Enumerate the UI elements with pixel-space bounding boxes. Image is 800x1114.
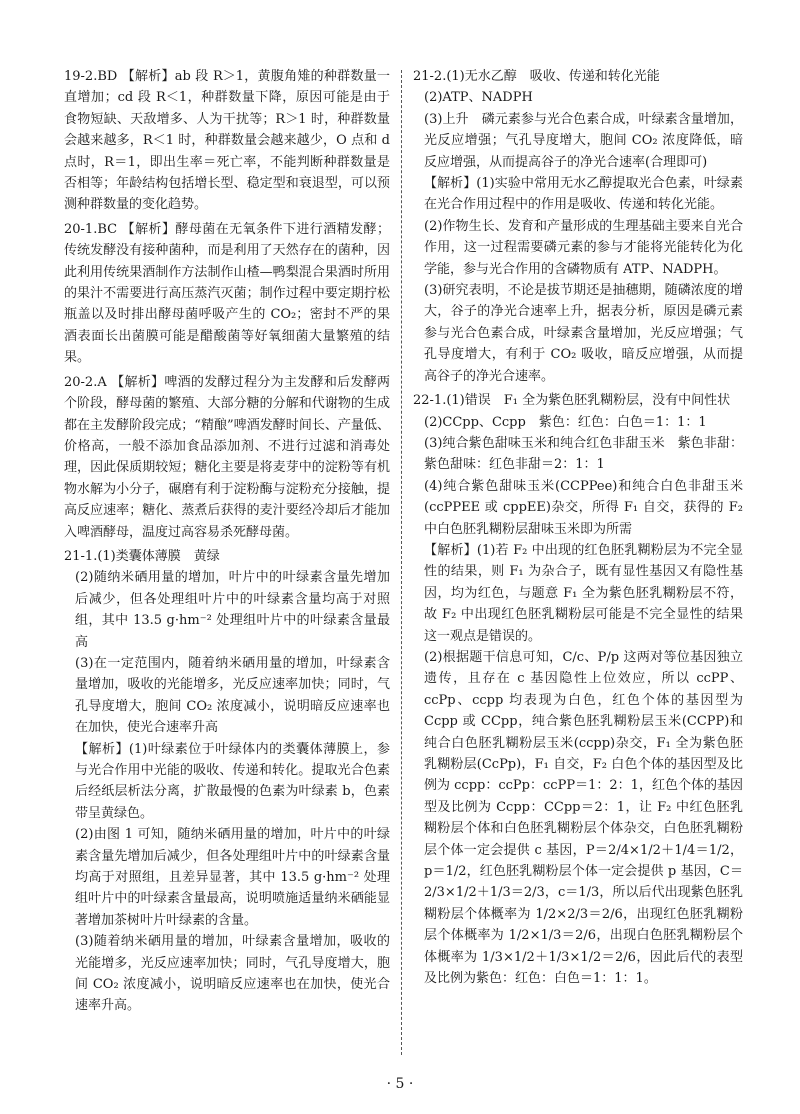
answer-text: (2)ATP、NADPH	[424, 90, 533, 106]
analysis-text: 【解析】(1)叶绿素位于叶绿体内的类囊体薄膜上，参与光合作用中光能的吸收、传递和转化。提取光合色素后经纸层析法分离，扩散最慢的色素为叶绿素 b，色素带呈黄绿色。	[75, 741, 390, 821]
analysis-text: 【解析】(1)若 F₂ 中出现的红色胚乳糊粉层为不完全显性的结果，则 F₁ 为杂合子，既有显性基因又有隐性基因，均为红色，与题意 F₁ 全为紫色胚乳糊粉层不符，故 F₂ 中出现红色胚乳糊粉层可能是不完全显性的结果这一观点是错误的。	[424, 542, 743, 644]
answer-text: 19-2.BD 【解析】ab 段 R＞1，黄腹角雉的种群数量一直增加；cd 段 R＜1，种群数量下降，原因可能是由于食物短缺、天敌增多、人为干扰等；R＞1 时，种群数量会越来越多，R＜1 时，种群数量会越来越少，O 点和 d 点时，R＝1，即出生率＝死亡率，不能判断种群数量是否相等；年龄结构包括增长型、稳定型和衰退型，可以预测种群数量的变化趋势。	[64, 69, 390, 213]
right-column	[413, 66, 743, 992]
analysis-text: (2)作物生长、发育和产量形成的生理基础主要来自光合作用，这一过程需要磷元素的参与才能将光能转化为化学能，参与光合作用的含磷物质有 ATP、NADPH。	[424, 218, 743, 277]
analysis-text: (2)根据题干信息可知，C/c、P/p 这两对等位基因独立遗传，且存在 c 基因隐性上位效应，所以 ccPP、ccPp、ccpp 均表现为白色，红色个体的基因型为 Ccpp 或 CCpp，纯合紫色胚乳糊粉层玉米(CCPP)和纯合白色胚乳糊粉层玉米(ccpp)杂交，F₁ 全为紫色胚乳糊粉层(CcPp)，F₁ 自交，F₂ 白色个体的基因型及比例为 ccpp：ccPp：ccPP＝1：2：1，红色个体的基因型及比例为 Ccpp：CCpp＝2：1，让 F₂ 中红色胚乳糊粉层个体和白色胚乳糊粉层个体杂交，白色胚乳糊粉层个体一定会提供 c 基因，P＝2/4×1/2＋1/4＝1/2，p＝1/2，红色胚乳糊粉层个体一定会提供 p 基因，C＝2/3×1/2＋1/3＝2/3，c＝1/3，所以后代出现紫色胚乳糊粉层个体概率为 1/2×2/3＝2/6，出现红色胚乳糊粉层个体概率为 1/2×1/3＝2/6，出现白色胚乳糊粉层个体概率为 1/3×1/2＋1/3×1/2＝2/6，因此后代的表型及比例为紫色：红色：白色＝1：1：1。	[424, 649, 743, 987]
answer-text: 20-1.BC 【解析】酵母菌在无氧条件下进行酒精发酵；传统发酵没有接种菌种，而是利用了天然存在的菌种，因此利用传统果酒制作方法制作山楂—鸭梨混合果酒时所用的果汁不需要进行高压蒸汽灭菌；制作过程中要定期拧松瓶盖以及时排出酵母菌呼吸产生的 CO₂；密封不严的果酒表面长出菌膜可能是醋酸菌等好氧细菌大量繁殖的结果。	[64, 221, 390, 366]
analysis-text: (3)研究表明，不论是拔节期还是抽穗期，随磷浓度的增大，谷子的净光合速率上升，据表分析，原因是磷元素参与光合色素合成，叶绿素含量增加，光反应增强；气孔导度增大，有利于 CO₂ 吸收，暗反应增强，从而提高谷子的净光合速率。	[424, 283, 743, 384]
analysis-text: (3)随着纳米硒用量的增加，叶绿素含量增加，吸收的光能增多，光反应速率加快；同时，气孔导度增大，胞间 CO₂ 浓度减小，说明暗反应速率也在加快，使光合速率升高。	[75, 934, 390, 1014]
answer-text: (3)上升 磷元素参与光合色素合成，叶绿素含量增加，光反应增强；气孔导度增大，胞间 CO₂ 浓度降低，暗反应增强，从而提高谷子的净光合速率(合理即可)	[424, 111, 743, 170]
answer-text: 21-2.(1)无水乙醇 吸收、传递和转化光能	[413, 69, 660, 84]
answer-20-1	[64, 219, 390, 369]
answer-22-1	[413, 390, 743, 989]
answer-21-1	[64, 546, 390, 1017]
answer-20-2	[64, 372, 390, 543]
answer-text: (2)随纳米硒用量的增加，叶片中的叶绿素含量先增加后减少，但各处理组叶片中的叶绿素含量均高于对照组，其中 13.5 g·hm⁻² 处理组叶片中的叶绿素含量最高	[75, 570, 390, 650]
answer-text: 20-2.A 【解析】啤酒的发酵过程分为主发酵和后发酵两个阶段，酵母菌的繁殖、大部分糖的分解和代谢物的生成都在主发酵阶段完成；“精酿”啤酒发酵时间长、产量低、价格高，一般不添加食品添加剂、不进行过滤和消毒处理，因此保质期较短；糖化主要是将麦芽中的淀粉等有机物水解为小分子，碾磨有利于淀粉酶与淀粉充分接触，提高反应速率；糖化、蒸煮后获得的麦汁要经冷却后才能加入啤酒酵母，温度过高容易杀死酵母菌。	[64, 374, 390, 540]
page-number: · 5 ·	[386, 1076, 414, 1092]
answer-text: (2)CCpp、Ccpp 紫色：红色：白色＝1：1：1	[424, 414, 707, 430]
answer-text: (3)在一定范围内，随着纳米硒用量的增加，叶绿素含量增加，吸收的光能增多，光反应速率加快；同时，气孔导度增大，胞间 CO₂ 浓度减小，说明暗反应速率也在加快，使光合速率升高	[75, 655, 390, 736]
analysis-text: 【解析】(1)实验中常用无水乙醇提取光合色素，叶绿素在光合作用过程中的作用是吸收、传递和转化光能。	[424, 176, 743, 213]
answer-text: 21-1.(1)类囊体薄膜 黄绿	[64, 548, 220, 564]
answer-text: (4)纯合紫色甜味玉米(CCPPee)和纯合白色非甜玉米(ccPPEE 或 cppEE)杂交，所得 F₁ 自交，获得的 F₂ 中白色胚乳糊粉层甜味玉米即为所需	[424, 478, 743, 537]
analysis-text: (2)由图 1 可知，随纳米硒用量的增加，叶片中的叶绿素含量先增加后减少，但各处理组叶片中的叶绿素含量均高于对照组，且差异显著，其中 13.5 g·hm⁻² 处理组叶片中的叶绿素含量最高，说明喷施适量纳米硒能显著增加茶树叶片叶绿素的含量。	[75, 827, 390, 928]
answer-19-2	[64, 66, 390, 216]
column-divider	[401, 70, 402, 1055]
answer-text: 22-1.(1)错误 F₁ 全为紫色胚乳糊粉层，没有中间性状	[413, 393, 731, 409]
answer-21-2	[413, 66, 743, 387]
left-column	[64, 66, 390, 1020]
answer-text: (3)纯合紫色甜味玉米和纯合红色非甜玉米 紫色非甜：紫色甜味：红色非甜＝2：1：1	[424, 435, 743, 473]
